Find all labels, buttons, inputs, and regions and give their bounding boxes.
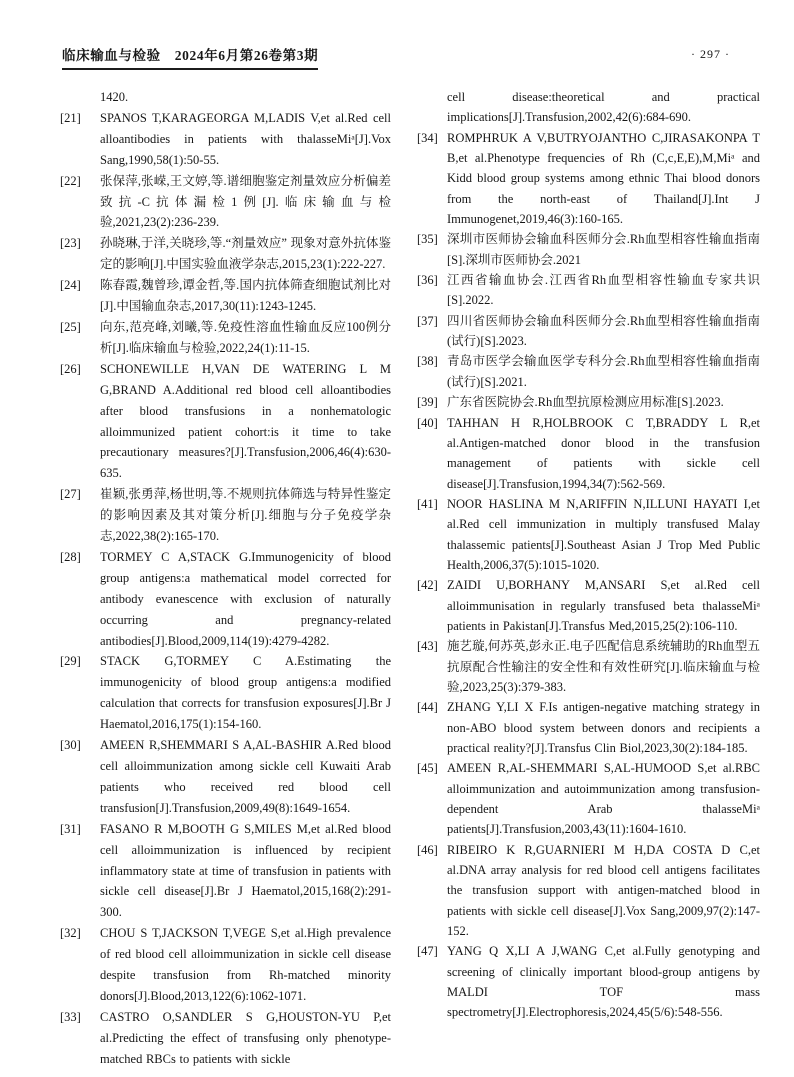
reference-label: [45] xyxy=(417,761,438,776)
reference-text: 孙晓琳,于洋,关晓珍,等.“剂量效应” 现象对意外抗体鉴定的影响[J].中国实验血液学杂志,2015,23(1):222-227. xyxy=(100,236,391,272)
reference-item xyxy=(417,636,760,697)
reference-item xyxy=(417,575,760,636)
reference-text: AMEEN R,AL-SHEMMARI S,AL-HUMOOD S,et al.RBC alloimmunization and autoimmunization among transfusion-dependent Arab thalasseMiᵃ patients[J].Transfusion,2003,43(11):1604-1610. xyxy=(447,761,760,837)
reference-text: STACK G,TORMEY C A.Estimating the immunogenicity of blood group antigens:a modified calculation that corrects for transfusion exposures[J].Br J Haematol,2016,175(1):154-160. xyxy=(100,654,391,732)
reference-text: 四川省医师协会输血科医师分会.Rh血型相容性输血指南(试行)[S].2023. xyxy=(447,313,760,349)
right-column xyxy=(417,87,760,1070)
reference-text: 施艺璇,何苏英,彭永正.电子匹配信息系统辅助的Rh血型五抗原配合性输注的安全性和有效性研究[J].临床输血与检验,2023,25(3):379-383. xyxy=(447,639,760,694)
carryover-text: 1420. xyxy=(100,90,129,104)
reference-item xyxy=(417,697,760,758)
reference-label: [25] xyxy=(60,319,81,334)
reference-text: TORMEY C A,STACK G.Immunogenicity of blood group antigens:a mathematical model corrected for antibody evanescence with exclusion of naturally occurring and pregnancy-related antibodies[J].Blood,2009,114(19):4279-4282. xyxy=(100,549,391,648)
reference-label: [23] xyxy=(60,236,81,251)
reference-text: 向东,范亮峰,刘曦,等.免疫性溶血性输血反应100例分析[J].临床输血与检验,2022,24(1):11-15. xyxy=(100,319,391,355)
reference-item xyxy=(417,758,760,839)
reference-label: [43] xyxy=(417,639,438,654)
reference-label: [38] xyxy=(417,354,438,369)
reference-text: 张保萍,张嵘,王文婷,等.谱细胞鉴定剂量效应分析偏差 致抗-C抗体漏检1例[J].临床输血与检验,2021,23(2):236-239. xyxy=(100,173,391,230)
reference-text: 广东省医院协会.Rh血型抗原检测应用标准[S].2023. xyxy=(447,395,724,410)
reference-item xyxy=(417,494,760,575)
reference-columns xyxy=(60,87,760,1070)
reference-label: [46] xyxy=(417,842,438,857)
reference-text: SPANOS T,KARAGEORGA M,LADIS V,et al.Red cell alloantibodies in patients with thalasseMiᵃ[J].Vox Sang,1990,58(1):50-55. xyxy=(100,110,391,167)
reference-item xyxy=(60,233,391,275)
reference-item xyxy=(60,735,391,819)
reference-text: ZHANG Y,LI X F.Is antigen-negative matching strategy in non-ABO blood system between donors and recipients a practical reality?[J].Transfus Clin Biol,2023,30(2):184-185. xyxy=(447,700,760,755)
reference-label: [29] xyxy=(60,654,81,669)
reference-item xyxy=(60,547,391,652)
reference-label: [32] xyxy=(60,926,81,941)
carryover-text: cell disease:theoretical and practical implications[J].Transfusion,2002,42(6):684-690. xyxy=(447,90,760,125)
reference-item xyxy=(60,819,391,924)
reference-label: [42] xyxy=(417,578,438,593)
reference-item xyxy=(60,275,391,317)
reference-text: CHOU S T,JACKSON T,VEGE S,et al.High prevalence of red blood cell alloimmunization in sickle cell disease despite transfusion from Rh-matched minority donors[J].Blood,2013,122(6):1062-1071. xyxy=(100,926,391,1003)
reference-item xyxy=(60,651,391,735)
reference-text: TAHHAN H R,HOLBROOK C T,BRADDY L R,et al.Antigen-matched donor blood in the transfusion management of patients with sickle cell disease[J].Transfusion,1994,34(7):562-569. xyxy=(447,415,760,491)
reference-text: 深圳市医师协会输血科医师分会.Rh血型相容性输血指南[S].深圳市医师协会.2021 xyxy=(447,232,760,267)
reference-text: 青岛市医学会输血医学专科分会.Rh血型相容性输血指南(试行)[S].2021. xyxy=(447,354,760,389)
reference-text: YANG Q X,LI A J,WANG C,et al.Fully genotyping and screening of clinically important blood-group antigens by MALDI TOF mass spectrometry[J].Electrophoresis,2024,45(5/6):548-556. xyxy=(447,944,760,1020)
reference-label: [37] xyxy=(417,313,438,328)
reference-item xyxy=(417,941,760,1022)
page-header xyxy=(62,44,756,70)
reference-item xyxy=(417,229,760,270)
reference-label: [44] xyxy=(417,700,438,715)
journal-title: 临床输血与检验 2024年6月第26卷第3期 xyxy=(62,44,318,70)
reference-label: [28] xyxy=(60,549,81,564)
reference-text: 江西省输血协会.江西省Rh血型相容性输血专家共识[S].2022. xyxy=(447,273,760,308)
reference-label: [24] xyxy=(60,278,81,293)
reference-text: NOOR HASLINA M N,ARIFFIN N,ILLUNI HAYATI I,et al.Red cell immunization in multiply transfused Malay thalassemic patients[J].Southeast Asian J Trop Med Public Health,2006,37(5):1015-1020. xyxy=(447,496,760,572)
reference-label: [22] xyxy=(60,173,81,188)
reference-text: FASANO R M,BOOTH G S,MILES M,et al.Red blood cell alloimmunization is influenced by recipient inflammatory state at time of transfusion in patients with sickle cell disease[J].Br J Haematol,2015,168(2):291-300. xyxy=(100,821,391,920)
reference-item xyxy=(417,392,760,412)
reference-text: ZAIDI U,BORHANY M,ANSARI S,et al.Red cell alloimmunisation in regularly transfused beta thalasseMiᵃ patients in Pakistan[J].Transfus Med,2015,25(2):106-110. xyxy=(447,578,760,633)
reference-label: [41] xyxy=(417,496,438,511)
reference-label: [34] xyxy=(417,130,438,145)
reference-list-left xyxy=(60,108,391,1070)
reference-label: [35] xyxy=(417,232,438,247)
reference-item xyxy=(417,270,760,311)
reference-text: CASTRO O,SANDLER S G,HOUSTON-YU P,et al.Predicting the effect of transfusing only phenotype-matched RBCs to patients with sickle xyxy=(100,1009,391,1066)
reference-label: [26] xyxy=(60,361,81,376)
reference-list-right xyxy=(417,128,760,1023)
reference-label: [36] xyxy=(417,273,438,288)
reference-text: SCHONEWILLE H,VAN DE WATERING L M G,BRAND A.Additional red blood cell alloantibodies after blood transfusions in a nonhematologic alloimmunized patient cohort:is it time to take precautionary measures?[J].Transfusion,2006,46(4):630-635. xyxy=(100,361,391,481)
reference-text: RIBEIRO K R,GUARNIERI M H,DA COSTA D C,et al.DNA array analysis for red blood cell antigens facilitates the transfusion support with antigen-matched blood in patients with sickle cell disease[J].Vox Sang,2009,97(2):147-152. xyxy=(447,842,760,939)
reference-item xyxy=(417,311,760,352)
reference-label: [47] xyxy=(417,944,438,959)
reference-label: [33] xyxy=(60,1009,81,1024)
reference-item xyxy=(60,1007,391,1070)
reference-item xyxy=(60,359,391,484)
reference-label: [21] xyxy=(60,110,81,125)
reference-item xyxy=(417,413,760,494)
reference-label: [30] xyxy=(60,738,81,753)
reference-item xyxy=(417,128,760,230)
page-number: · 297 · xyxy=(691,47,730,61)
reference-label: [39] xyxy=(417,395,438,410)
left-column xyxy=(60,87,391,1070)
reference-item xyxy=(417,840,760,942)
reference-text: 崔颖,张勇萍,杨世明,等.不规则抗体筛选与特异性鉴定的影响因素及其对策分析[J].细胞与分子免疫学杂志,2022,38(2):165-170. xyxy=(100,487,391,544)
reference-item xyxy=(417,351,760,392)
reference-item xyxy=(60,171,391,234)
reference-label: [27] xyxy=(60,487,81,502)
reference-label: [40] xyxy=(417,415,438,430)
reference-text: AMEEN R,SHEMMARI S A,AL-BASHIR A.Red blood cell alloimmunization among sickle cell Kuwaiti Arab patients who received red blood cell transfusion[J].Transfusion,2009,49(8):1649-1654. xyxy=(100,738,391,815)
reference-text: 陈春霞,魏曾珍,谭金哲,等.国内抗体筛查细胞试剂比对[J].中国输血杂志,2017,30(11):1243-1245. xyxy=(100,278,391,314)
reference-item xyxy=(60,484,391,547)
reference-item xyxy=(60,923,391,1007)
reference-item xyxy=(60,317,391,359)
reference-label: [31] xyxy=(60,821,81,836)
reference-text: ROMPHRUK A V,BUTRYOJANTHO C,JIRASAKONPA T B,et al.Phenotype frequencies of Rh (C,c,E,E),M,Miᵃ and Kidd blood group systems among ethnic Thai blood donors from the north-east of Thailand[J].Int J Immunogenet,2019,46(3):160-165. xyxy=(447,130,760,227)
reference-item xyxy=(60,108,391,171)
